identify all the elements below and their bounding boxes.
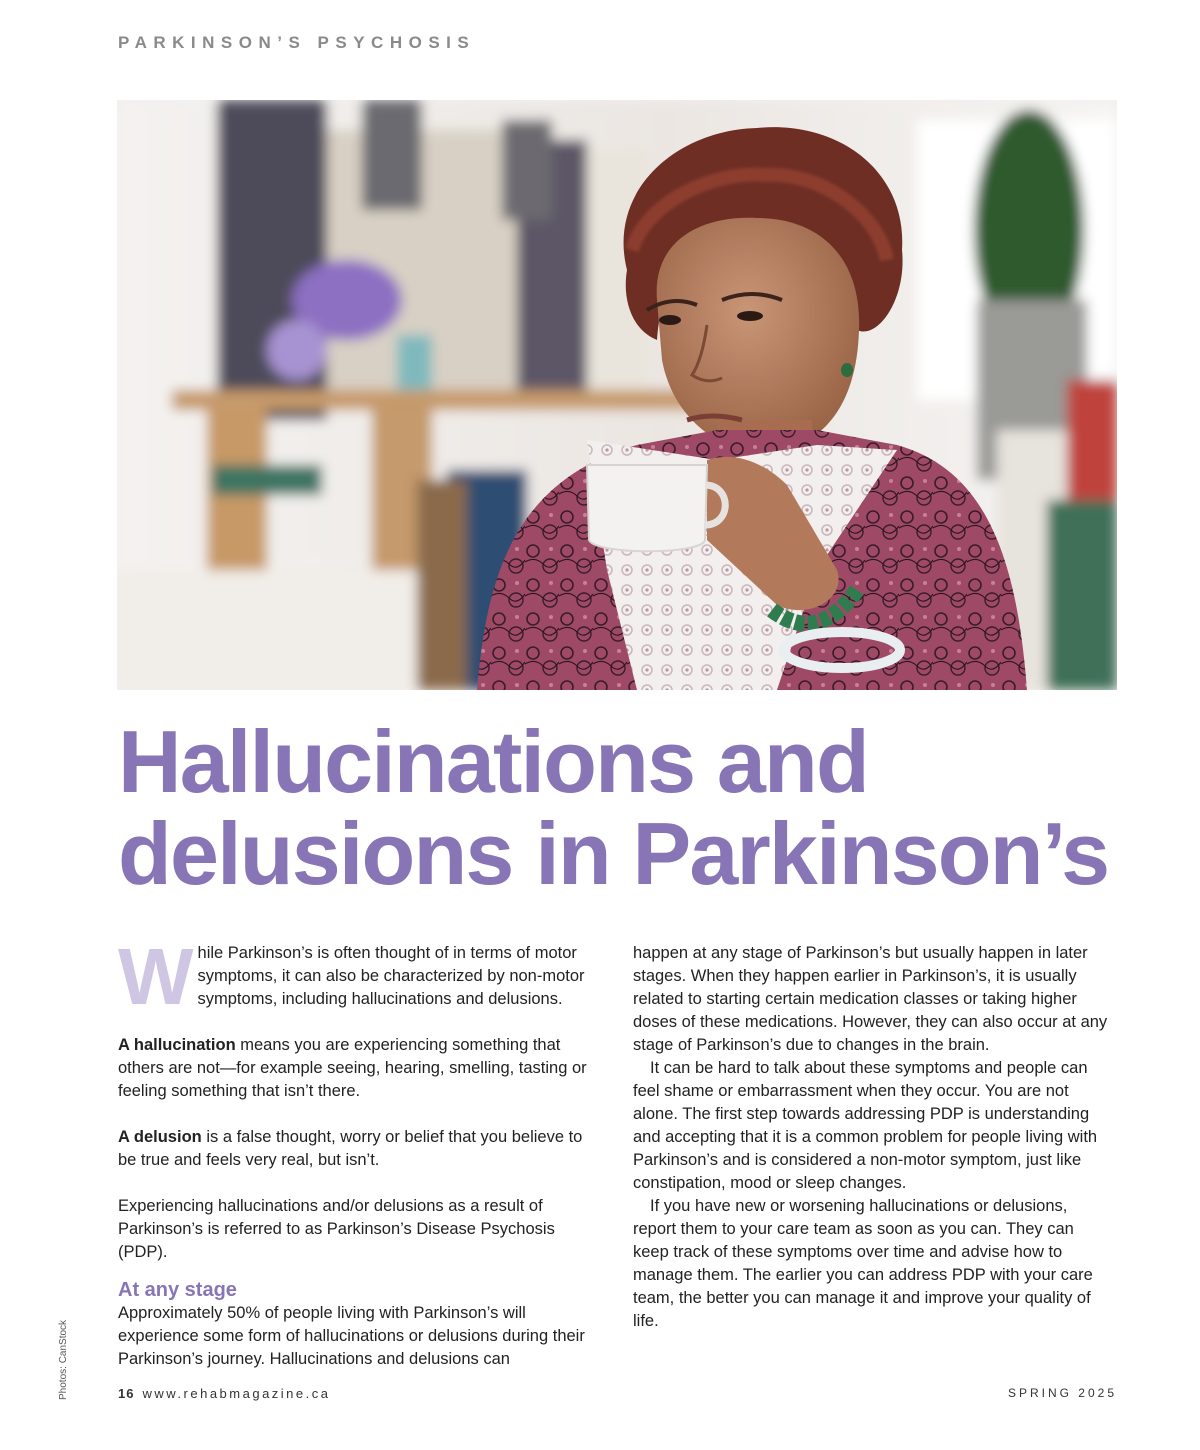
delusion-definition <box>118 1126 604 1172</box>
section-kicker: PARKINSON’S PSYCHOSIS <box>118 33 476 52</box>
delusion-text: is a false thought, worry or belief that you believe to be true and feels very real, but isn’t. <box>118 1128 583 1169</box>
photo-credit: Photos: CanStock <box>58 1319 69 1400</box>
article-column-left <box>118 932 604 1371</box>
hallucination-term: A hallucination <box>118 1036 236 1054</box>
issue-label: SPRING 2025 <box>1007 1386 1117 1400</box>
article-column-right <box>633 942 1108 1333</box>
stage-paragraph-continued: happen at any stage of Parkinson’s but usually happen in later stages. When they happen earlier in Parkinson’s, it is usually related to starting certain medication classes or taking higher doses of these medications. However, they can also occur at any stage of Parkinson’s due to changes in the brain. <box>633 944 1108 1054</box>
hallucination-text: means you are experiencing something that others are not—for example seeing, hearing, smelling, tasting or feeling something that isn’t there. <box>118 1036 587 1100</box>
website-link[interactable]: www.rehabmagazine.ca <box>142 1386 331 1401</box>
delusion-term: A delusion <box>118 1128 202 1146</box>
headline-line-2: delusions in Parkinson’s <box>118 804 1109 903</box>
shame-paragraph: It can be hard to talk about these symptoms and people can feel shame or embarrassment when they occur. You are not alone. The first step towards addressing PDP is understanding and accepting that it is a common problem for people living with Parkinson’s and is considered a non-motor symptom, just like constipation, mood or sleep changes. <box>633 1059 1098 1192</box>
intro-paragraph <box>118 932 604 1021</box>
stage-paragraph: Approximately 50% of people living with Parkinson’s will experience some form of hallucinations or delusions during their Parkinson’s journey. Hallucinations and delusions can <box>118 1304 585 1368</box>
woman-drinking-tea-photo <box>117 100 1117 690</box>
pdp-definition: Experiencing hallucinations and/or delusions as a result of Parkinson’s is referred to as Parkinson’s Disease Psychosis (PDP). <box>118 1197 555 1261</box>
hallucination-definition <box>118 1034 604 1103</box>
article-headline <box>118 712 1158 903</box>
hero-photo <box>117 100 1117 690</box>
footer-left <box>118 1386 331 1401</box>
intro-text: hile Parkinson’s is often thought of in terms of motor symptoms, it can also be characterized by non-motor symptoms, including hallucinations and delusions. <box>197 944 585 1008</box>
headline-line-1: Hallucinations and <box>118 712 868 811</box>
subhead-at-any-stage: At any stage <box>118 1279 237 1301</box>
report-paragraph: If you have new or worsening hallucinations or delusions, report them to your care team as soon as you can. They can keep track of these symptoms over time and advise how to manage them. The earlier you can address PDP with your care team, the better you can manage it and improve your quality of life. <box>633 1197 1093 1330</box>
drop-cap: W <box>118 932 194 1021</box>
page-number: 16 <box>118 1386 135 1401</box>
